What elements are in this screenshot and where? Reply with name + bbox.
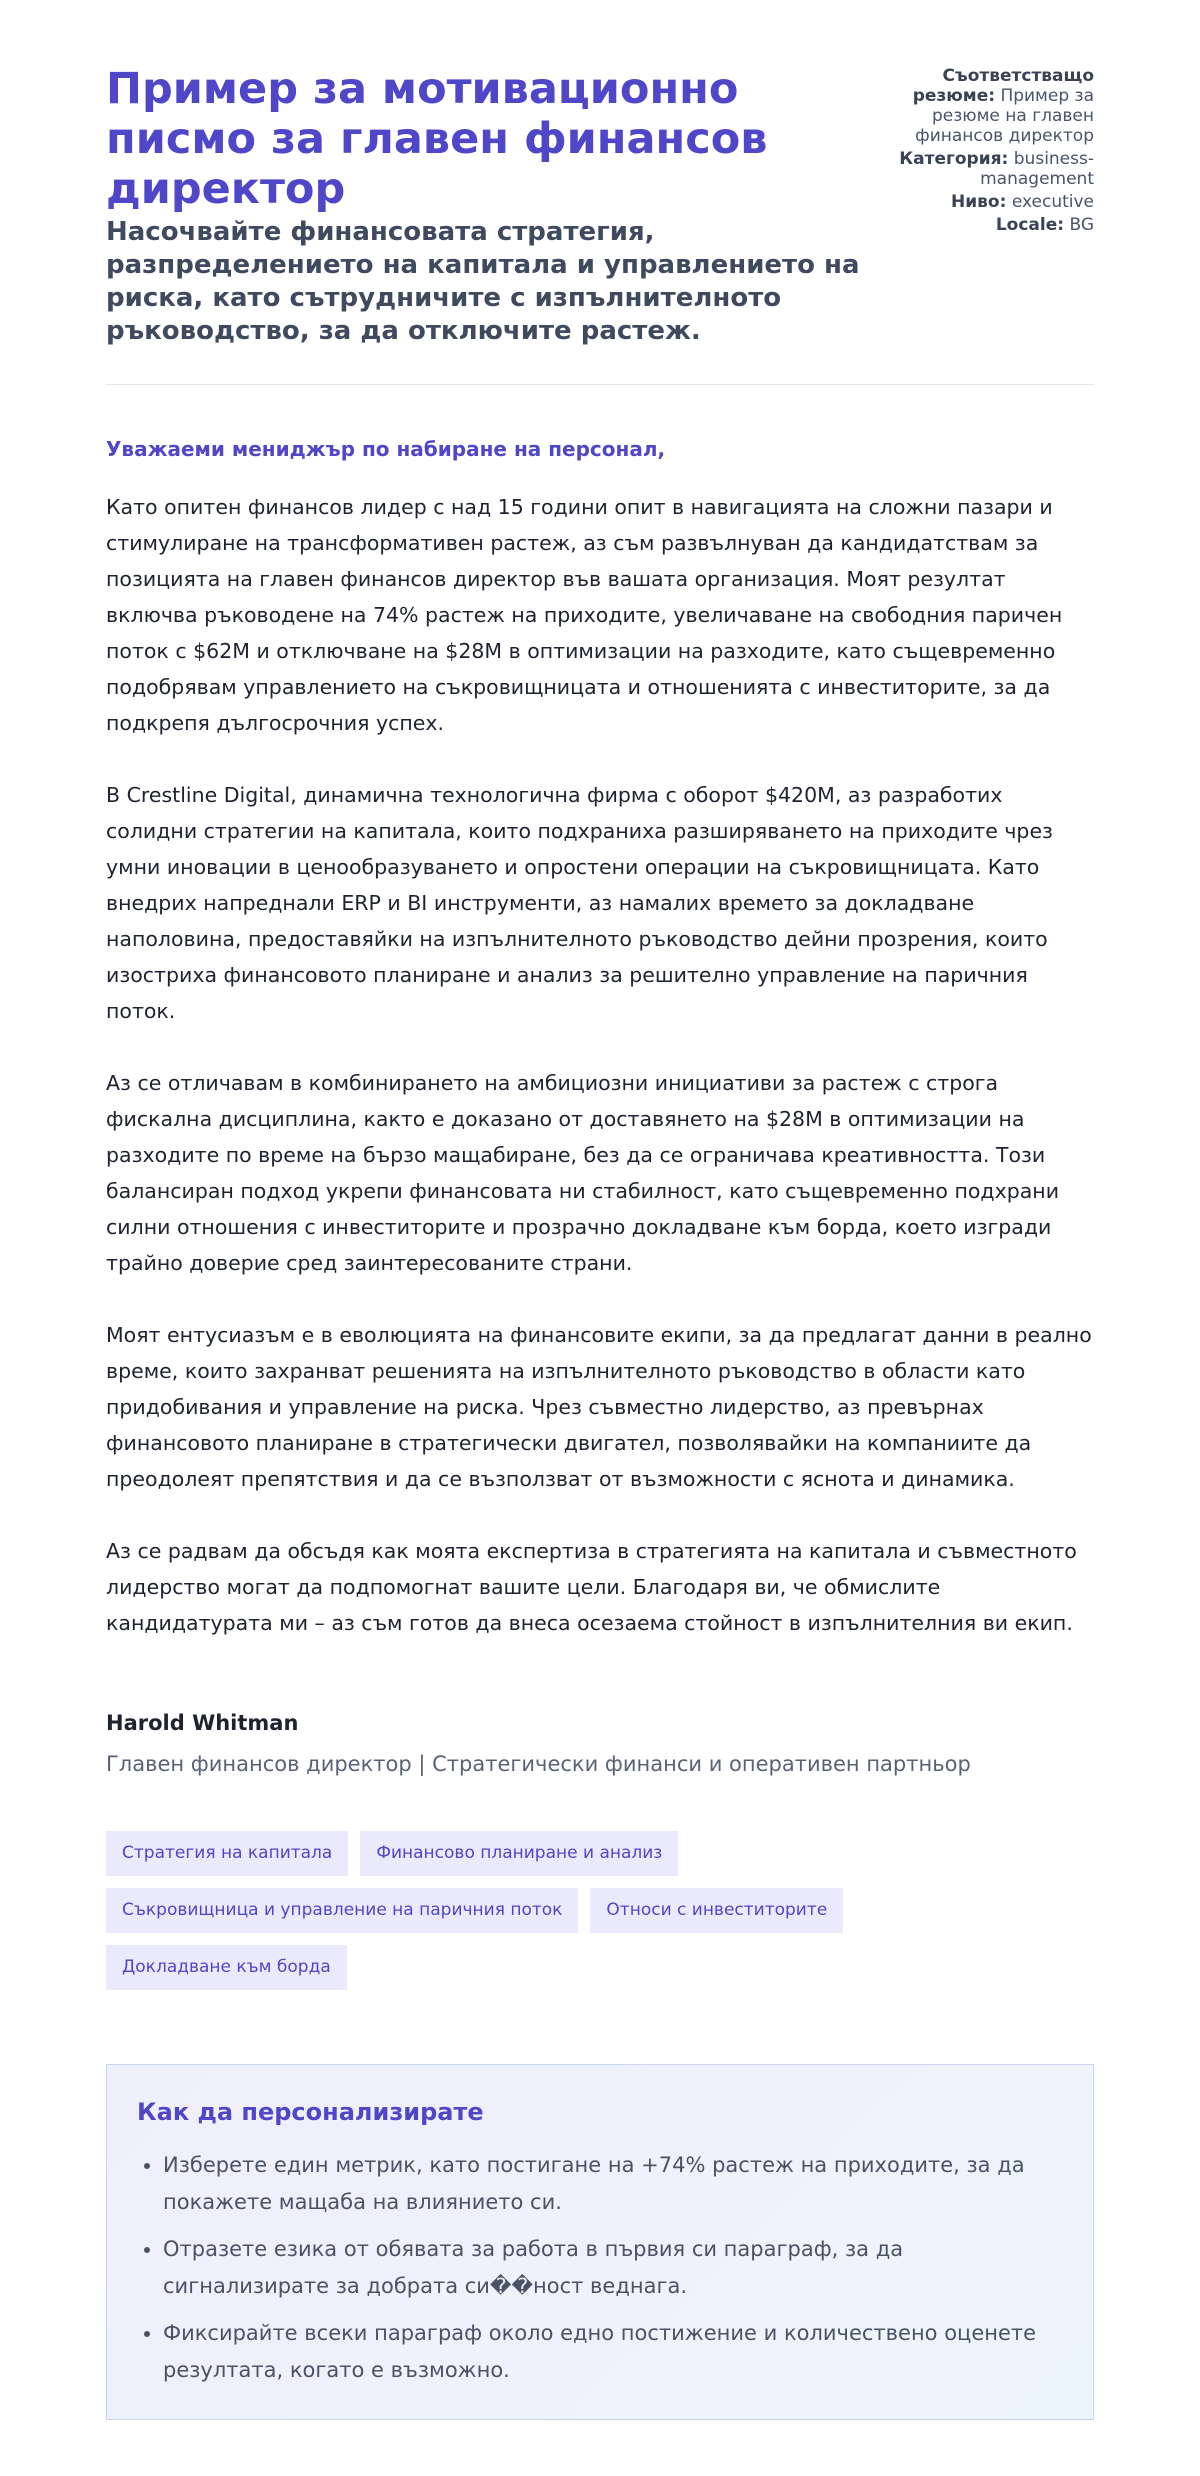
- skill-tag: Съкровищница и управление на паричния поток: [106, 1888, 578, 1933]
- meta-level-label: Ниво:: [951, 192, 1007, 212]
- meta-locale: [884, 215, 1094, 235]
- tips-list: [137, 2147, 1063, 2389]
- skill-tag: Финансово планиране и анализ: [360, 1831, 678, 1876]
- signature-title: Главен финансов директор | Стратегически финанси и оперативен партньор: [106, 1752, 971, 1776]
- signature-block: [106, 1709, 1094, 1779]
- page-header: [106, 64, 1094, 385]
- meta-category: [884, 149, 1094, 189]
- page-subtitle: Насочвайте финансовата стратегия, разпределението на капитала и управлението на риска, като сътрудничите с изпълнителното ръководство, за да отключите растеж.: [106, 217, 860, 346]
- skill-tags: [106, 1831, 886, 1990]
- page-title: Пример за мотивационно писмо за главен финансов директор: [106, 64, 768, 214]
- customization-tips-card: [106, 2064, 1094, 2420]
- letter-paragraph-2: В Crestline Digital, динамична технологична фирма с оборот $420M, аз разработих солидни стратегии на капитала, които подхраниха разширяването на приходите чрез умни иновации в ценообразуването и опростени операции на съкровищницата. Като внедрих напреднали ERP и BI инструменти, аз намалих времето за докладване наполовина, предоставяйки на изпълнителното ръководство дейни прозрения, които изостриха финансовото планиране и анализ за решително управление на паричния поток.: [106, 783, 1053, 1023]
- skill-tag: Стратегия на капитала: [106, 1831, 348, 1876]
- meta-resume-label: Съответстващо резюме:: [912, 66, 1094, 106]
- meta-locale-value: BG: [1069, 215, 1094, 235]
- skill-tag: Докладване към борда: [106, 1945, 347, 1990]
- meta-panel: [884, 64, 1094, 238]
- letter-paragraph-3: Аз се отличавам в комбинирането на амбициозни инициативи за растеж с строга фискална дисциплина, както е доказано от доставянето на $28M в оптимизации на разходите по време на бързо мащабиране, без да се ограничава креативността. Този балансиран подход укрепи финансовата ни стабилност, като същевременно подхрани силни отношения с инвеститорите и прозрачно докладване към борда, което изгради трайно доверие сред заинтересованите страни.: [106, 1071, 1060, 1275]
- signature-name: Harold Whitman: [106, 1711, 299, 1735]
- letter-paragraph-1: Като опитен финансов лидер с над 15 години опит в навигацията на сложни пазари и стимулиране на трансформативен растеж, аз съм развълнуван да кандидатствам за позицията на главен финансов директор във вашата организация. Моят резултат включва ръководене на 74% растеж на приходите, увеличаване на свободния паричен поток с $62M и отключване на $28M в оптимизации на разходите, като същевременно подобрявам управлението на съкровищницата и отношенията с инвеститорите, за да подкрепя дългосрочния успех.: [106, 495, 1063, 735]
- meta-level-value: executive: [1011, 192, 1094, 212]
- tip-item: • Фиксирайте всеки параграф около едно постижение и количествено оценете резултата, когато е възможно.: [163, 2315, 1063, 2389]
- tip-item: • Изберете един метрик, като постигане на +74% растеж на приходите, за да покажете мащаба на влиянието си.: [163, 2147, 1063, 2221]
- letter-paragraph-4: Моят ентусиазъм е в еволюцията на финансовите екипи, за да предлагат данни в реално време, които захранват решенията на изпълнителното ръководство в области като придобивания и управление на риска. Чрез съвместно лидерство, аз превърнах финансовото планиране в стратегически двигател, позволявайки на компаниите да преодолеят препятствия и да се възползват от възможности с яснота и динамика.: [106, 1323, 1092, 1491]
- meta-level: [884, 192, 1094, 212]
- meta-locale-label: Locale:: [995, 215, 1065, 235]
- tip-item: • Отразете езика от обявата за работа в първия си параграф, за да сигнализирате за добрата си��ност веднага.: [163, 2231, 1063, 2305]
- meta-resume-value[interactable]: Пример за резюме на главен финансов директор: [915, 86, 1094, 146]
- meta-category-value: business-management: [980, 149, 1094, 189]
- skill-tag: Относи с инвеститорите: [590, 1888, 843, 1933]
- letter-body: [106, 435, 1094, 1641]
- title-block: [106, 64, 866, 348]
- meta-resume: [884, 66, 1094, 146]
- tips-title: Как да персонализирате: [137, 2098, 484, 2126]
- letter-greeting: Уважаеми мениджър по набиране на персонал,: [106, 437, 666, 461]
- letter-paragraph-5: Аз се радвам да обсъдя как моята експертиза в стратегията на капитала и съвместното лидерство могат да подпомогнат вашите цели. Благодаря ви, че обмислите кандидатурата ми – аз съм готов да внеса осезаема стойност в изпълнителния ви екип.: [106, 1539, 1077, 1635]
- meta-category-label: Категория:: [899, 149, 1009, 169]
